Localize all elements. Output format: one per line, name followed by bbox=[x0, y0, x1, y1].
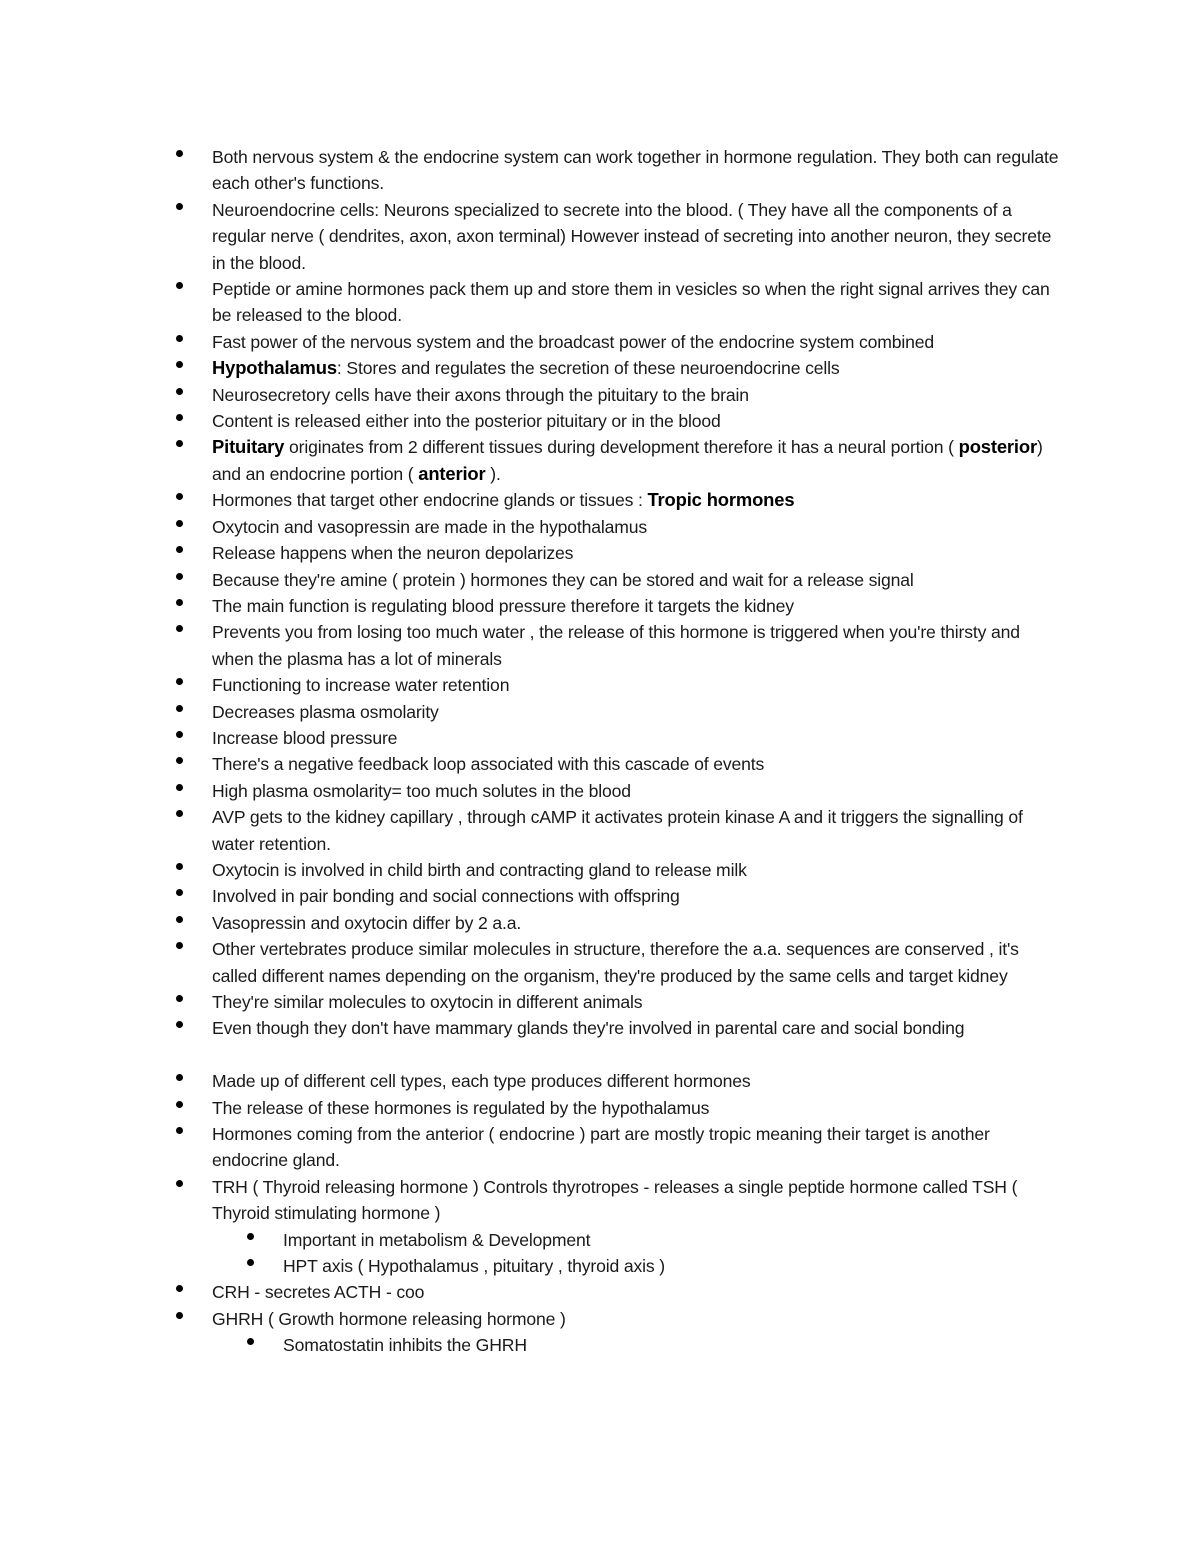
list-item bbox=[0, 699, 1064, 725]
list-item bbox=[0, 936, 1064, 989]
list-item bbox=[0, 804, 1064, 857]
note-text: ). bbox=[485, 463, 501, 484]
sub-list-item bbox=[0, 1332, 1064, 1358]
list-item bbox=[0, 778, 1064, 804]
bullet-icon bbox=[174, 936, 188, 962]
list-item bbox=[0, 1068, 1064, 1094]
list-item bbox=[0, 1306, 1064, 1332]
list-item bbox=[0, 672, 1064, 698]
list-item bbox=[0, 1121, 1064, 1174]
note-text: CRH - secretes ACTH - coo bbox=[212, 1282, 425, 1303]
note-text: Oxytocin is involved in child birth and contracting gland to release milk bbox=[212, 859, 747, 880]
bullet-icon bbox=[245, 1253, 259, 1279]
list-item bbox=[0, 989, 1064, 1015]
list-item bbox=[0, 1015, 1064, 1041]
list-item bbox=[0, 1095, 1064, 1121]
bullet-icon bbox=[174, 672, 188, 698]
bullet-icon bbox=[174, 355, 188, 381]
note-text: Involved in pair bonding and social connections with offspring bbox=[212, 886, 680, 907]
note-text: Release happens when the neuron depolarizes bbox=[212, 543, 574, 564]
note-text: The main function is regulating blood pressure therefore it targets the kidney bbox=[212, 595, 794, 616]
note-text: Important in metabolism & Development bbox=[283, 1229, 591, 1250]
note-text: TRH ( Thyroid releasing hormone ) Controls thyrotropes - releases a single peptide hormone called TSH ( Thyroid stimulating hormone ) bbox=[212, 1176, 1018, 1224]
bullet-icon bbox=[174, 804, 188, 830]
bullet-icon bbox=[174, 487, 188, 513]
list-item bbox=[0, 619, 1064, 672]
list-item bbox=[0, 514, 1064, 540]
bullet-icon bbox=[245, 1332, 259, 1358]
list-item bbox=[0, 276, 1064, 329]
bullet-icon bbox=[174, 1121, 188, 1147]
bullet-icon bbox=[174, 567, 188, 593]
note-text: Even though they don't have mammary glands they're involved in parental care and social bonding bbox=[212, 1018, 965, 1039]
bullet-icon bbox=[174, 1095, 188, 1121]
list-item bbox=[0, 487, 1064, 513]
bullet-icon bbox=[174, 1015, 188, 1041]
note-text: High plasma osmolarity= too much solutes in the blood bbox=[212, 780, 631, 801]
bullet-icon bbox=[174, 1174, 188, 1200]
list-item bbox=[0, 857, 1064, 883]
bullet-icon bbox=[174, 1306, 188, 1332]
bullet-icon bbox=[174, 144, 188, 170]
note-text: Neuroendocrine cells: Neurons specialized to secrete into the blood. ( They have all the components of a regular nerve ( dendrites, axon, axon terminal) However instead of secreting into another neuron, they secrete in the blood. bbox=[212, 199, 1052, 273]
list-item bbox=[0, 329, 1064, 355]
bullet-icon bbox=[174, 751, 188, 777]
list-item bbox=[0, 197, 1064, 276]
list-item bbox=[0, 540, 1064, 566]
list-item bbox=[0, 408, 1064, 434]
note-text: Other vertebrates produce similar molecules in structure, therefore the a.a. sequences are conserved , it's called different names depending on the organism, they're produced by the same cells and target kidney bbox=[212, 939, 1019, 986]
note-text: The release of these hormones is regulated by the hypothalamus bbox=[212, 1097, 710, 1118]
bullet-icon bbox=[174, 408, 188, 434]
note-text: Oxytocin and vasopressin are made in the hypothalamus bbox=[212, 516, 648, 537]
note-text: ) and an endocrine portion ( bbox=[212, 437, 1043, 484]
notes-bullet-list bbox=[0, 144, 1200, 1359]
bullet-icon bbox=[174, 725, 188, 751]
bullet-icon bbox=[174, 434, 188, 460]
bullet-icon bbox=[174, 514, 188, 540]
note-text: Made up of different cell types, each type produces different hormones bbox=[212, 1071, 751, 1092]
bullet-icon bbox=[174, 1279, 188, 1305]
list-item bbox=[0, 910, 1064, 936]
note-text: Content is released either into the posterior pituitary or in the blood bbox=[212, 411, 721, 432]
keyword-text: Pituitary bbox=[212, 436, 285, 458]
bullet-icon bbox=[174, 593, 188, 619]
bullet-icon bbox=[174, 989, 188, 1015]
sub-list-item bbox=[0, 1227, 1064, 1253]
list-item bbox=[0, 355, 1064, 381]
list-item bbox=[0, 434, 1064, 487]
list-item bbox=[0, 382, 1064, 408]
note-text: Functioning to increase water retention bbox=[212, 675, 510, 696]
note-text: HPT axis ( Hypothalamus , pituitary , thyroid axis ) bbox=[283, 1256, 666, 1277]
bullet-icon bbox=[174, 540, 188, 566]
bullet-icon bbox=[174, 910, 188, 936]
bullet-icon bbox=[174, 857, 188, 883]
list-item bbox=[0, 567, 1064, 593]
note-text: Hormones that target other endocrine glands or tissues : bbox=[212, 490, 648, 511]
list-item bbox=[0, 144, 1064, 197]
keyword-text: Hypothalamus bbox=[212, 357, 337, 379]
note-text: AVP gets to the kidney capillary , through cAMP it activates protein kinase A and it triggers the signalling of water retention. bbox=[212, 807, 1023, 854]
list-item bbox=[0, 725, 1064, 751]
list-item bbox=[0, 751, 1064, 777]
note-text: : Stores and regulates the secretion of these neuroendocrine cells bbox=[336, 358, 840, 379]
bullet-icon bbox=[174, 276, 188, 302]
bullet-icon bbox=[174, 329, 188, 355]
keyword-text: posterior bbox=[958, 436, 1037, 458]
bullet-icon bbox=[245, 1227, 259, 1253]
list-item bbox=[0, 1174, 1064, 1227]
list-item bbox=[0, 883, 1064, 909]
note-text: GHRH ( Growth hormone releasing hormone ) bbox=[212, 1308, 566, 1329]
note-text: Vasopressin and oxytocin differ by 2 a.a. bbox=[212, 912, 522, 933]
bullet-icon bbox=[174, 619, 188, 645]
note-text: Somatostatin inhibits the GHRH bbox=[283, 1335, 527, 1356]
bullet-icon bbox=[174, 197, 188, 223]
note-text: There's a negative feedback loop associated with this cascade of events bbox=[212, 754, 765, 775]
note-text: Neurosecretory cells have their axons through the pituitary to the brain bbox=[212, 384, 749, 405]
bullet-icon bbox=[174, 382, 188, 408]
note-text: Prevents you from losing too much water , the release of this hormone is triggered when you're thirsty and when the plasma has a lot of minerals bbox=[212, 622, 1020, 669]
list-item bbox=[0, 593, 1064, 619]
note-text: Peptide or amine hormones pack them up and store them in vesicles so when the right signal arrives they can be released to the blood. bbox=[212, 279, 1050, 326]
sub-list-item bbox=[0, 1253, 1064, 1279]
bullet-icon bbox=[174, 883, 188, 909]
list-item bbox=[0, 1279, 1064, 1305]
note-text: originates from 2 different tissues during development therefore it has a neural portion ( bbox=[284, 437, 959, 458]
note-text: Increase blood pressure bbox=[212, 727, 398, 748]
keyword-text: Tropic hormones bbox=[647, 489, 795, 511]
note-text: Decreases plasma osmolarity bbox=[212, 701, 439, 722]
bullet-icon bbox=[174, 778, 188, 804]
note-text: They're similar molecules to oxytocin in different animals bbox=[212, 992, 643, 1012]
note-text: Both nervous system & the endocrine system can work together in hormone regulation. They both can regulate each other's functions. bbox=[212, 147, 1059, 194]
bullet-icon bbox=[174, 1068, 188, 1094]
bullet-icon bbox=[174, 699, 188, 725]
note-text: Fast power of the nervous system and the broadcast power of the endocrine system combined bbox=[212, 331, 935, 352]
note-text: Because they're amine ( protein ) hormones they can be stored and wait for a release signal bbox=[212, 569, 914, 590]
note-text: Hormones coming from the anterior ( endocrine ) part are mostly tropic meaning their target is another endocrine gland. bbox=[212, 1124, 990, 1171]
keyword-text: anterior bbox=[418, 462, 486, 484]
